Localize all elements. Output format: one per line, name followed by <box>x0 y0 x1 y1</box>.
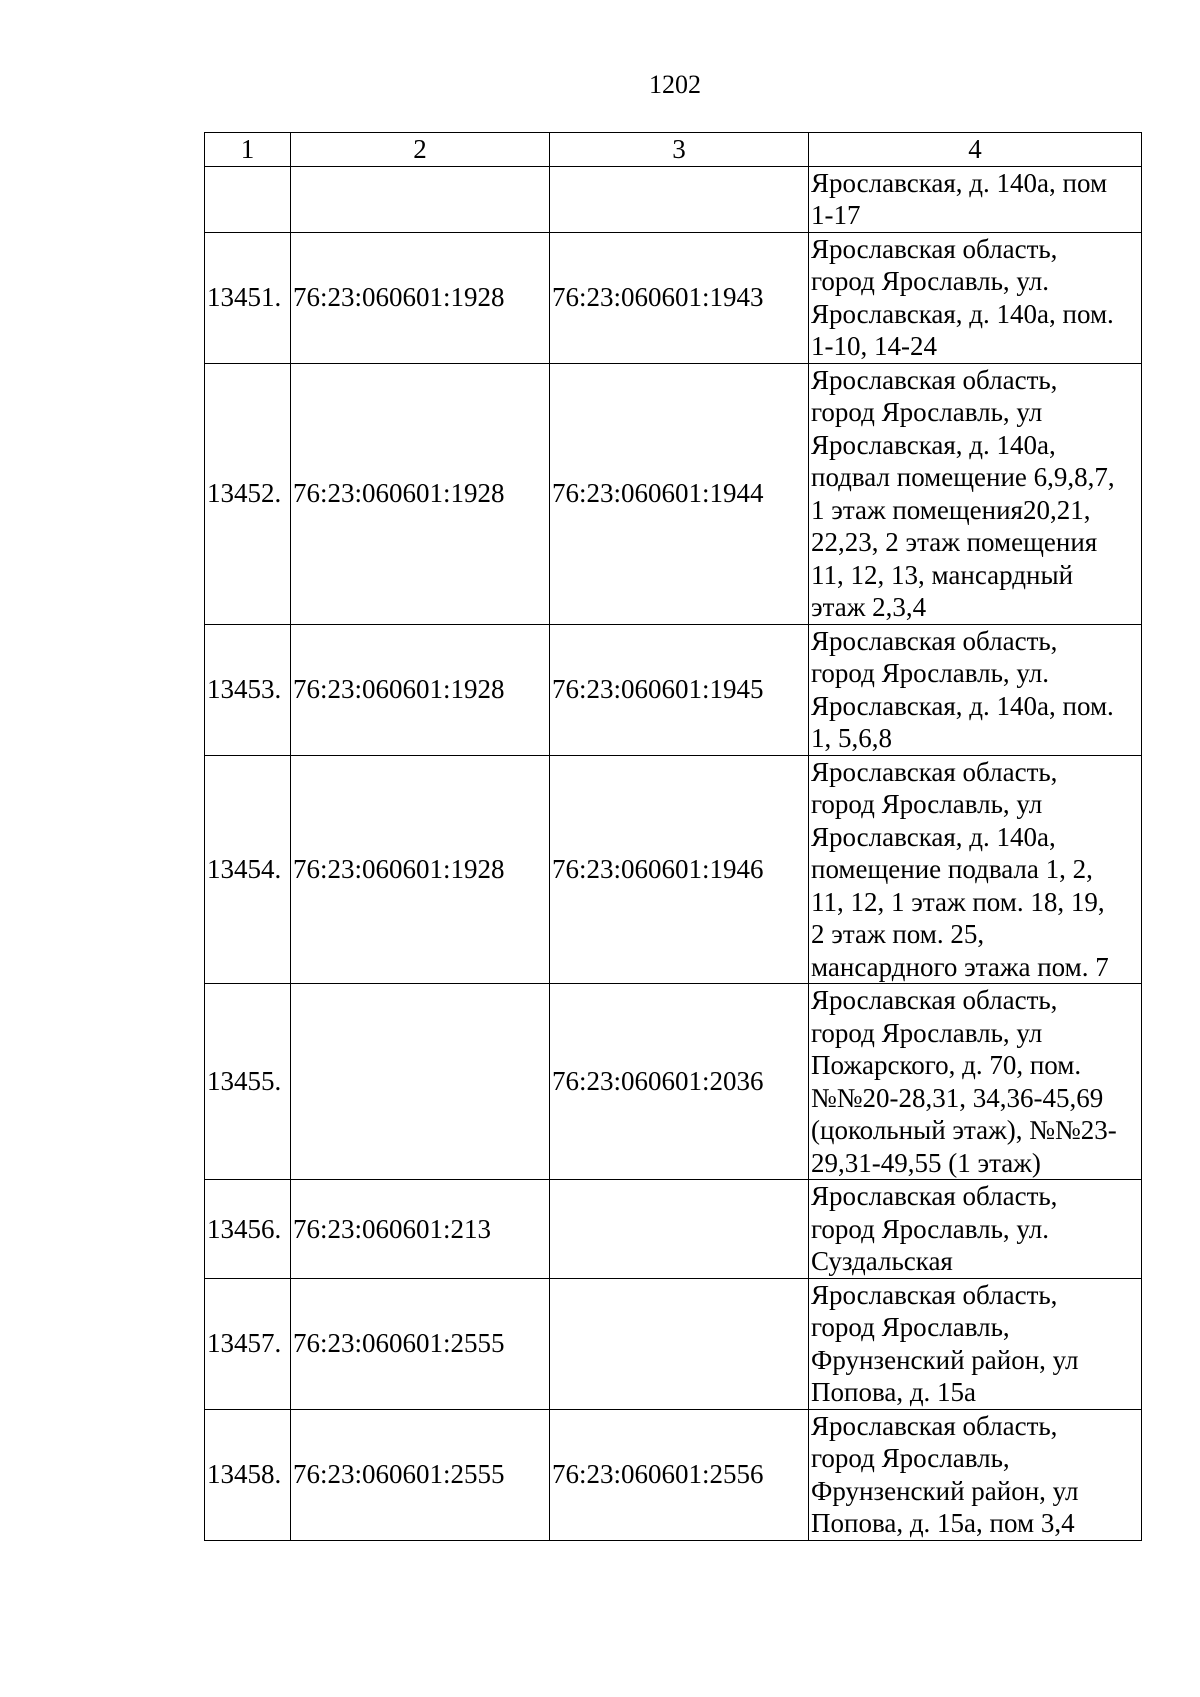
address-line: 11, 12, 13, мансардный <box>811 559 1074 590</box>
address-line: город Ярославль, <box>811 1443 1010 1473</box>
table-row <box>205 363 1142 624</box>
address-line: город Ярославль, <box>811 1312 1010 1342</box>
parcel-cadastral-number-cell: 76:23:060601:1928 <box>291 363 550 624</box>
address-line: Ярославская, д. 140а, пом. <box>811 690 1114 721</box>
parcel-cadastral-number-cell: 76:23:060601:1928 <box>291 755 550 984</box>
table-row <box>205 1278 1142 1409</box>
address-line: Фрунзенский район, ул <box>811 1475 1079 1506</box>
address-cell <box>809 1278 1142 1409</box>
object-cadastral-number-cell: 76:23:060601:1943 <box>550 232 809 363</box>
address-line: (цокольный этаж), №№23- <box>811 1115 1117 1145</box>
row-number-cell: 13457. <box>205 1278 291 1409</box>
row-number-cell: 13455. <box>205 984 291 1180</box>
address-line: Фрунзенский район, ул <box>811 1344 1079 1375</box>
address-cell <box>809 1180 1142 1279</box>
row-number-cell: 13453. <box>205 624 291 755</box>
parcel-cadastral-number-cell: 76:23:060601:1928 <box>291 624 550 755</box>
parcel-cadastral-number-cell: 76:23:060601:213 <box>291 1180 550 1279</box>
address-cell <box>809 363 1142 624</box>
address-line: Ярославская область, <box>811 985 1058 1015</box>
parcel-cadastral-number-cell: 76:23:060601:1928 <box>291 232 550 363</box>
row-number-cell: 13452. <box>205 363 291 624</box>
table-row <box>205 1180 1142 1279</box>
address-line: 1-17 <box>811 200 861 230</box>
table-header <box>205 133 1142 167</box>
table-body <box>205 166 1142 1540</box>
address-line: город Ярославль, ул <box>811 1017 1043 1048</box>
address-line: Суздальская <box>811 1246 953 1276</box>
address-line: Ярославская область, <box>811 756 1058 787</box>
address-line: Ярославская, д. 140а, пом <box>811 167 1108 198</box>
row-number-cell: 13458. <box>205 1409 291 1540</box>
address-line: 1-10, 14-24 <box>811 331 937 361</box>
address-line: 1, 5,6,8 <box>811 723 892 753</box>
parcel-cadastral-number-cell: 76:23:060601:2555 <box>291 1409 550 1540</box>
object-cadastral-number-cell: 76:23:060601:2556 <box>550 1409 809 1540</box>
address-line: помещение подвала 1, 2, <box>811 854 1093 884</box>
address-line: Пожарского, д. 70, пом. <box>811 1050 1082 1080</box>
table-row <box>205 624 1142 755</box>
object-cadastral-number-cell <box>550 1180 809 1279</box>
address-line: 1 этаж помещения20,21, <box>811 494 1091 525</box>
address-line: Ярославская область, <box>811 1181 1058 1211</box>
address-cell <box>809 984 1142 1180</box>
address-line: Ярославская, д. 140а, пом. <box>811 298 1114 329</box>
row-number-cell: 13456. <box>205 1180 291 1279</box>
table-row <box>205 232 1142 363</box>
address-cell <box>809 755 1142 984</box>
address-line: Ярославская область, <box>811 364 1058 395</box>
object-cadastral-number-cell: 76:23:060601:1944 <box>550 363 809 624</box>
address-line: Ярославская область, <box>811 233 1058 264</box>
register-table <box>204 132 1142 1541</box>
row-number-cell <box>205 166 291 232</box>
row-number-cell: 13454. <box>205 755 291 984</box>
parcel-cadastral-number-cell <box>291 166 550 232</box>
address-line: город Ярославль, ул. <box>811 1213 1049 1244</box>
table-row <box>205 1409 1142 1540</box>
address-line: 11, 12, 1 этаж пом. 18, 19, <box>811 886 1105 917</box>
address-line: Ярославская, д. 140а, <box>811 429 1056 460</box>
address-line: город Ярославль, ул <box>811 789 1043 819</box>
address-line: город Ярославль, ул. <box>811 266 1049 296</box>
address-line: Ярославская, д. 140а, <box>811 821 1056 852</box>
header-col-2: 2 <box>291 133 550 167</box>
page-number: 1202 <box>649 70 701 99</box>
row-number-cell: 13451. <box>205 232 291 363</box>
parcel-cadastral-number-cell <box>291 984 550 1180</box>
address-line: Попова, д. 15а, пом 3,4 <box>811 1508 1075 1538</box>
table-row <box>205 755 1142 984</box>
address-cell <box>809 624 1142 755</box>
object-cadastral-number-cell: 76:23:060601:1946 <box>550 755 809 984</box>
address-line: подвал помещение 6,9,8,7, <box>811 462 1115 492</box>
object-cadastral-number-cell: 76:23:060601:1945 <box>550 624 809 755</box>
address-line: Ярославская область, <box>811 625 1058 656</box>
object-cadastral-number-cell <box>550 1278 809 1409</box>
address-cell <box>809 1409 1142 1540</box>
table-row <box>205 984 1142 1180</box>
address-cell <box>809 166 1142 232</box>
object-cadastral-number-cell <box>550 166 809 232</box>
address-line: этаж 2,3,4 <box>811 592 927 622</box>
parcel-cadastral-number-cell: 76:23:060601:2555 <box>291 1278 550 1409</box>
header-col-3: 3 <box>550 133 809 167</box>
header-row <box>205 133 1142 167</box>
address-line: 22,23, 2 этаж помещения <box>811 527 1098 557</box>
header-col-1: 1 <box>205 133 291 167</box>
address-line: Ярославская область, <box>811 1410 1058 1441</box>
header-col-4: 4 <box>809 133 1142 167</box>
table-row <box>205 166 1142 232</box>
address-line: город Ярославль, ул <box>811 397 1043 427</box>
address-line: город Ярославль, ул. <box>811 658 1049 688</box>
address-line: Ярославская область, <box>811 1279 1058 1310</box>
address-line: Попова, д. 15а <box>811 1377 977 1407</box>
address-line: 29,31-49,55 (1 этаж) <box>811 1147 1041 1178</box>
address-line: 2 этаж пом. 25, <box>811 919 985 949</box>
address-line: мансардного этажа пом. 7 <box>811 951 1109 982</box>
object-cadastral-number-cell: 76:23:060601:2036 <box>550 984 809 1180</box>
address-line: №№20-28,31, 34,36-45,69 <box>811 1082 1104 1113</box>
address-cell <box>809 232 1142 363</box>
